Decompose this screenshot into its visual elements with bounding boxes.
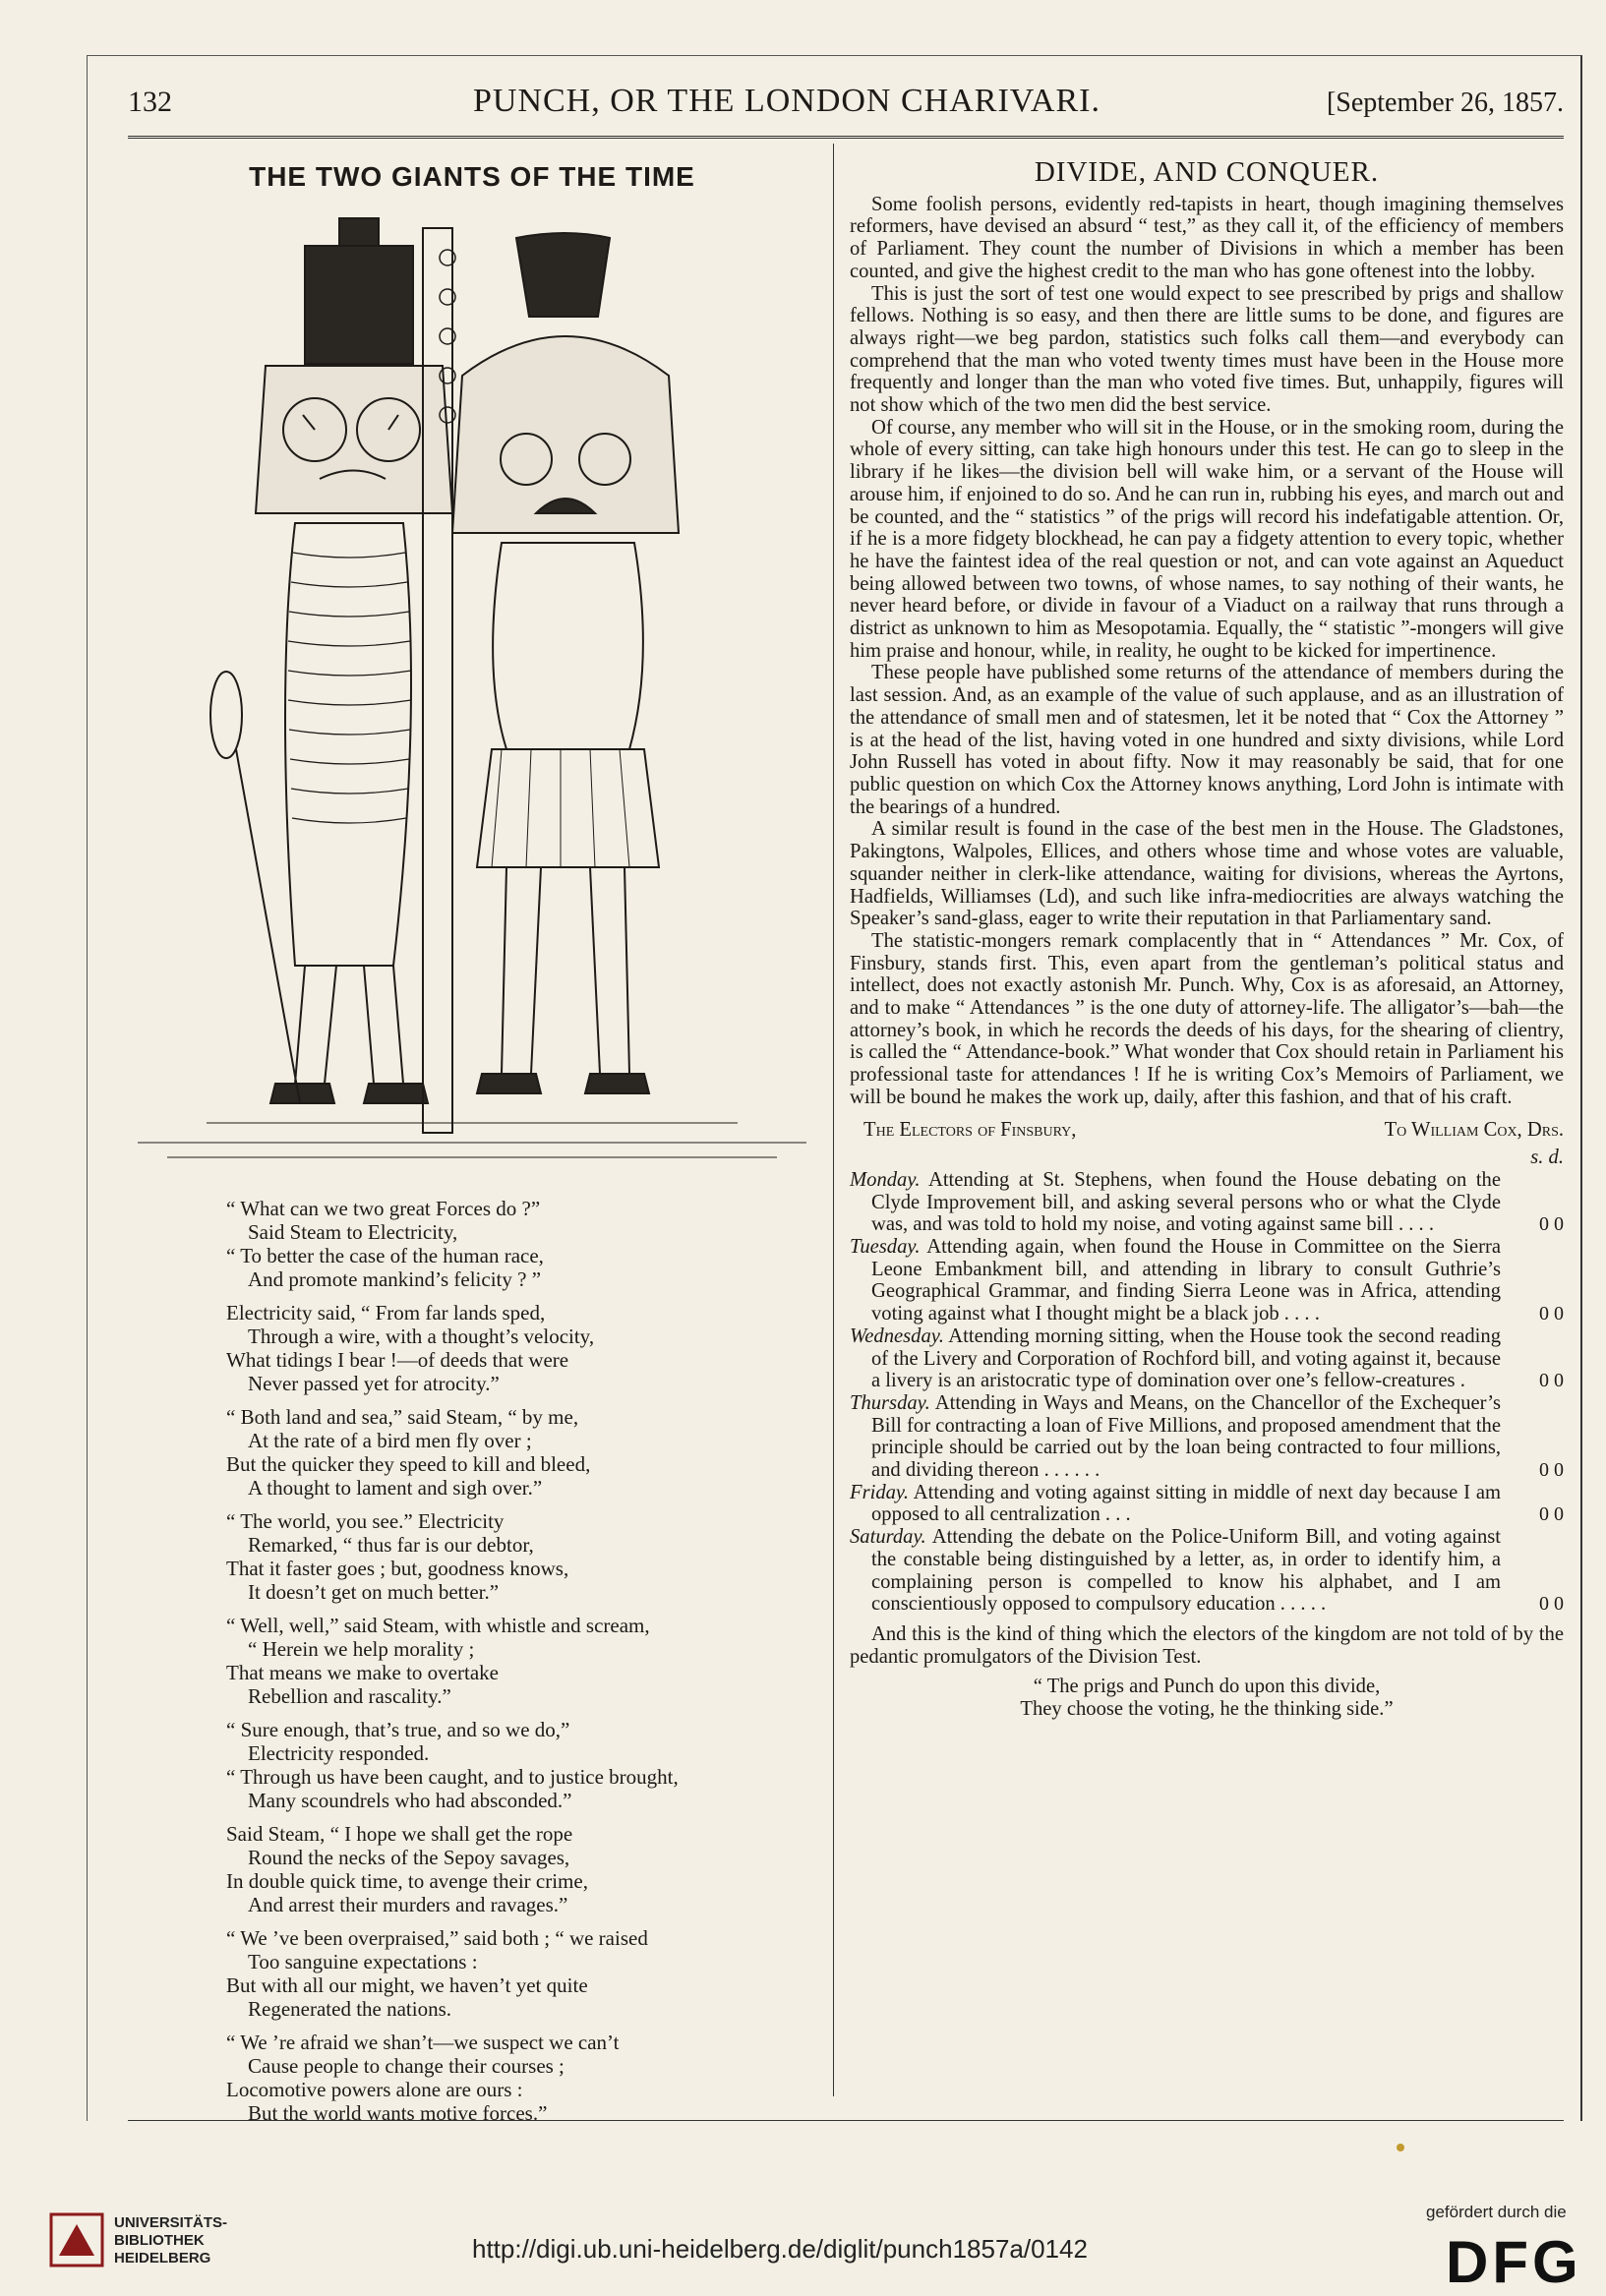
poem-line: Said Steam, “ I hope we shall get the rope — [226, 1822, 573, 1846]
ledger-day: Monday. — [850, 1168, 921, 1191]
page-header — [128, 83, 1564, 132]
issue-date: [September 26, 1857. — [1326, 88, 1564, 118]
article-paragraph: Some foolish persons, evidently red-tapists in heart, though imagining themselves reformers, have devised an absurd “ test,” as they call it, of the efficiency of members of Parliament. They count the number of Divisions in which a member has been counted, and give the highest credit to the man who has gone oftenest into the lobby. — [850, 193, 1564, 282]
ledger-entry-text — [850, 1526, 1501, 1616]
poem-line: “ To better the case of the human race, — [226, 1244, 544, 1267]
poem-line: “ Sure enough, that’s true, and so we do,” — [226, 1718, 570, 1741]
poem-line: Many scoundrels who had absconded.” — [248, 1789, 572, 1812]
ledger-day: Saturday. — [850, 1526, 926, 1549]
poem-line: At the rate of a bird men fly over ; — [248, 1429, 532, 1452]
ledger-amount: 0 0 — [1539, 1503, 1564, 1526]
article-paragraph: These people have published some returns of the attendance of members during the last session. And, as an example of the value of such applause, and as an illustration of the attendance of small men and of statesmen, let it be noted that “ Cox the Attorney ” is at the head of the list, having voted in one hundred and sixty divisions, while Lord John Russell has voted in about fifty. Now it may reasonably be said, that for one public question on which Cox the Attorney knows anything, Lord John is intimate with the bearings of a hundred. — [850, 662, 1564, 818]
cartoon-illustration — [128, 199, 816, 1192]
poem-line: “ What can we two great Forces do ?” — [226, 1197, 541, 1220]
poem-line: “ Through us have been caught, and to justice brought, — [226, 1765, 679, 1789]
article-paragraph: This is just the sort of test one would expect to see prescribed by prigs and shallow fellows. Nothing is so easy, and then there are little sums to be done, and figures are always right—we beg pardon, statistics such folks call them—and everybody can comprehend that the man who voted twenty times must have been in the House more frequently and longer than the man who voted five times. But, unhappily, figures will not show which of the two men did the best service. — [850, 282, 1564, 417]
ledger-description: Attending again, when found the House in Committee on the Sierra Leone Embankment bill, and attending in library to consult Guthrie’s Geographical Grammar, and finding Sierra Leone was in Africa, attending voting against what I thought might be a black job . . . . — [871, 1236, 1501, 1325]
article-paragraph: The statistic-mongers remark complacently that in “ Attendances ” Mr. Cox, of Finsbury, stands first. This, even apart from the gentleman’s political status and intellect, does not exactly astonish Mr. Punch. Why, Cox is as aforesaid, an Attorney, and to make “ Attendances ” is the one duty of attorney-life. The alligator’s—bah—the attorney’s book, in which he records the deeds of his days, for the shearing of clientry, is called the “ Attendance-book.” What wonder that Cox should retain in Parliament his professional taste for attendances ! If he is writing Cox’s Memoirs of Parliament, we will be bound he makes the work up, daily, after this fashion, and that of his craft. — [850, 929, 1564, 1108]
closing-verse — [850, 1676, 1564, 1720]
poem-line: Electricity responded. — [248, 1741, 430, 1765]
article-body — [850, 194, 1564, 1109]
poem-line: “ We ’re afraid we shan’t—we suspect we can’t — [226, 2031, 620, 2054]
poem-line: But with all our might, we haven’t yet quite — [226, 1973, 588, 1997]
ledger-units: s. d. — [1530, 1147, 1564, 1169]
poem-line: “ We ’ve been overpraised,” said both ; “ we raised — [226, 1926, 648, 1950]
ledger-entry — [850, 1482, 1564, 1526]
poem-line: Too sanguine expectations : — [248, 1950, 478, 1973]
poem-line: In double quick time, to avenge their crime, — [226, 1869, 588, 1893]
masthead: PUNCH, OR THE LONDON CHARIVARI. — [472, 83, 1100, 119]
ledger-description: Attending at St. Stephens, when found the House debating on the Clyde Improvement bill, and asking several persons who or what the Clyde was, and was told to hold my noise, and voting against same bill . . . . — [871, 1168, 1501, 1236]
column-rule — [833, 144, 834, 2096]
ledger-header-left: The Electors of Finsbury, — [863, 1118, 1077, 1141]
poem-line: “ Herein we help morality ; — [248, 1637, 475, 1661]
poem-line: That means we make to overtake — [226, 1661, 499, 1684]
poem-line: Said Steam to Electricity, — [248, 1220, 458, 1244]
ledger-entry-text — [850, 1482, 1501, 1526]
poem-line: Remarked, “ thus far is our debtor, — [248, 1533, 534, 1557]
poem-line: Never passed yet for atrocity.” — [248, 1372, 500, 1395]
poem-stanza — [226, 1197, 816, 1291]
poem-stanza — [226, 2031, 816, 2125]
poem-stanza — [226, 1614, 816, 1708]
ledger-day: Tuesday. — [850, 1236, 921, 1259]
poem-line: Through a wire, with a thought’s velocity, — [248, 1325, 595, 1348]
ledger-amount: 0 0 — [1539, 1370, 1564, 1392]
library-name: UNIVERSITÄTS- BIBLIOTHEK HEIDELBERG — [114, 2214, 228, 2267]
source-url[interactable]: http://digi.ub.uni-heidelberg.de/diglit/punch1857a/0142 — [472, 2234, 1088, 2264]
poem-stanza — [226, 1301, 816, 1395]
electricity-giant — [210, 218, 455, 1133]
dfg-logo: DFG — [1446, 2229, 1582, 2295]
funding-note: gefördert durch die — [1426, 2203, 1567, 2221]
poem-line: And promote mankind’s felicity ? ” — [248, 1267, 542, 1291]
ledger-entry-text — [850, 1392, 1501, 1482]
article-title: DIVIDE, AND CONQUER. — [1034, 156, 1380, 188]
ledger-entry-text — [850, 1325, 1501, 1392]
footer — [0, 2173, 1606, 2295]
ledger-amount: 0 0 — [1539, 1593, 1564, 1616]
ledger-amount: 0 0 — [1539, 1459, 1564, 1482]
ledger-entry — [850, 1236, 1564, 1325]
ornament-dot — [1397, 2144, 1404, 2151]
article-paragraph: A similar result is found in the case of the best men in the House. The Gladstones, Pakingtons, Walpoles, Ellices, and others whose time and whose votes are valuable, squander neither in clerk-like attendance, waiting for divisions, whereas the Ayrtons, Hadfields, Williamses (Ld), and such like infra-mediocrities are always watching the Speaker’s sand-glass, eager to write their reputation in that Parliamentary sand. — [850, 818, 1564, 930]
ledger-description: Attending morning sitting, when the House took the second reading of the Livery and Corporation of Rochford bill, and voting against it, because a livery is an aristocratic type of domination over one’s fellow-creatures . — [871, 1325, 1501, 1392]
ledger-amount: 0 0 — [1539, 1213, 1564, 1236]
poem-line: “ The world, you see.” Electricity — [226, 1509, 505, 1533]
poem-line: “ Both land and sea,” said Steam, “ by me, — [226, 1405, 579, 1429]
poem-line: That it faster goes ; but, goodness knows, — [226, 1557, 569, 1580]
right-column — [850, 147, 1564, 1721]
poem-stanza — [226, 1926, 816, 2021]
poem-line: Regenerated the nations. — [248, 1997, 452, 2021]
poem-stanza — [226, 1509, 816, 1604]
poem-stanza — [226, 1718, 816, 1812]
poem-line: Round the necks of the Sepoy savages, — [248, 1846, 570, 1869]
article-paragraph: Of course, any member who will sit in the House, or in the smoking room, during the whole of every sitting, can take high honours under this test. He can go to sleep in the library if he likes—the division bell will wake him, or a servant of the House will arouse him, if enjoined to do so. And he can run in, rubbing his eyes, and march out and be counted, and the “ statistics ” of the prigs will record his indefatigable attention. Or, if he is a more fidgety blockhead, he can pay a fidgety attention to every topic, whether he have the faintest idea of the real question or not, and can vote against an Aqueduct being allowed between two towns, of whose names, to say nothing of their wants, he never heard before, or divide in favour of a Viaduct on a railway that runs through a district as unknown to him as Mesopotamia. Equally, the “ statistic ”-mongers will give him praise and honour, while, in reality, he ought to be kicked for impertinence. — [850, 416, 1564, 662]
page-number: 132 — [128, 86, 172, 118]
cartoon-title: THE TWO GIANTS OF THE TIME — [249, 161, 695, 192]
poem-stanza — [226, 1405, 816, 1500]
closing-verse-line: They choose the voting, he the thinking side.” — [1020, 1698, 1394, 1721]
closing-paragraph: And this is the kind of thing which the electors of the kingdom are not told of by the pedantic promulgators of the Division Test. — [850, 1623, 1564, 1668]
poem-line: Electricity said, “ From far lands sped, — [226, 1301, 546, 1325]
poem-line: Locomotive powers alone are ours : — [226, 2078, 523, 2101]
ledger-entry — [850, 1392, 1564, 1482]
poem-line: What tidings I bear !—of deeds that were — [226, 1348, 569, 1372]
poem — [226, 1197, 816, 2125]
poem-line: “ Well, well,” said Steam, with whistle and scream, — [226, 1614, 650, 1637]
ledger-description: Attending and voting against sitting in middle of next day because I am opposed to all centralization . . . — [871, 1481, 1501, 1526]
ledger-description: Attending the debate on the Police-Uniform Bill, and voting against the constable being distinguished by a letter, as, in order to identify him, a complaining person is compelled to know his alphabet, and I am conscientiously opposed to compulsory education . . . . . — [871, 1526, 1501, 1616]
ledger-description: Attending in Ways and Means, on the Chancellor of the Exchequer’s Bill for contracting a loan of Five Millions, and proposed amendment that the principle should be carried out by the loan being contracted to four millions, and dividing thereon . . . . . . — [871, 1391, 1501, 1482]
ledger — [850, 1169, 1564, 1616]
poem-line: But the quicker they speed to kill and bleed, — [226, 1452, 591, 1476]
ledger-entry-text — [850, 1169, 1501, 1236]
left-column — [128, 147, 816, 2135]
ledger-entry — [850, 1325, 1564, 1392]
ledger-entry — [850, 1169, 1564, 1236]
header-rule — [128, 136, 1564, 139]
steam-giant — [452, 233, 679, 1093]
ledger-day: Friday. — [850, 1481, 910, 1503]
poem-stanza — [226, 1822, 816, 1916]
poem-line: But the world wants motive forces.” — [248, 2101, 548, 2125]
ledger-day: Wednesday. — [850, 1325, 944, 1347]
ledger-entry-text — [850, 1236, 1501, 1325]
poem-line: Cause people to change their courses ; — [248, 2054, 565, 2078]
poem-line: And arrest their murders and ravages.” — [248, 1893, 568, 1916]
library-seal-icon — [49, 2212, 104, 2267]
ledger-entry — [850, 1526, 1564, 1616]
ground-hatching — [138, 1123, 806, 1157]
ledger-amount: 0 0 — [1539, 1303, 1564, 1325]
poem-line: Rebellion and rascality.” — [248, 1684, 451, 1708]
closing-verse-line: “ The prigs and Punch do upon this divide, — [1033, 1676, 1381, 1698]
poem-line: A thought to lament and sigh over.” — [248, 1476, 543, 1500]
ledger-day: Thursday. — [850, 1391, 930, 1414]
ledger-header — [863, 1119, 1564, 1142]
poem-line: It doesn’t get on much better.” — [248, 1580, 500, 1604]
ledger-header-right: To William Cox, Drs. — [1384, 1118, 1564, 1141]
